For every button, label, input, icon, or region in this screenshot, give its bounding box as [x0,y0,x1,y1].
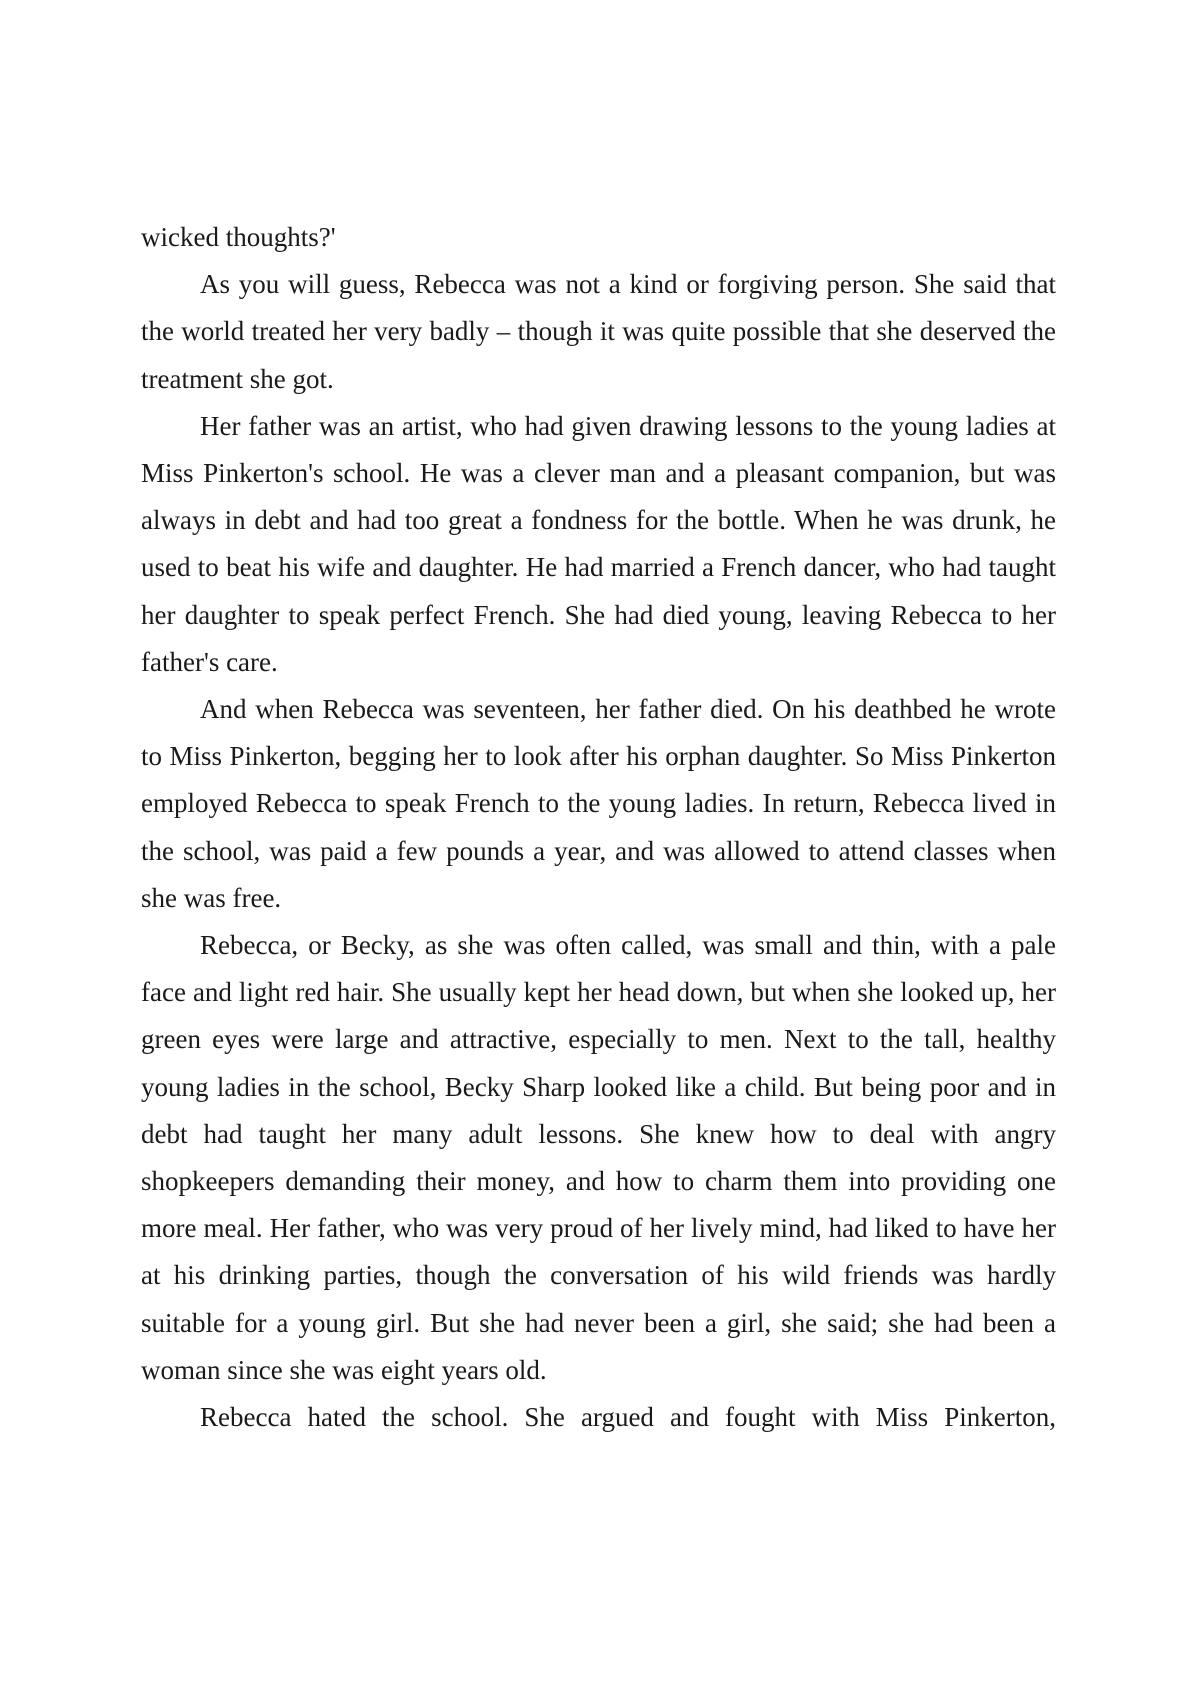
page-body [141,214,1056,1441]
paragraph-hated-school: Rebecca hated the school. She argued and fought with Miss Pinkerton, [200,1402,1056,1433]
paragraph-father-death: And when Rebecca was seventeen, her father died. On his deathbed he wrote to Miss Pinkerton, begging her to look after his orphan daughter. So Miss Pinkerton employed Rebecca to speak French to the young ladies. In return, Rebecca lived in the school, was paid a few pounds a year, and was allowed to attend classes when she was free. [141,694,1056,913]
paragraph-rebecca-character: As you will guess, Rebecca was not a kind or forgiving person. She said that the world treated her very badly – though it was quite possible that she deserved the treatment she got. [141,269,1056,394]
paragraph-continuation: wicked thoughts?' [141,222,336,252]
paragraph-becky-description: Rebecca, or Becky, as she was often called, was small and thin, with a pale face and light red hair. She usually kept her head down, but when she looked up, her green eyes were large and attractive, especially to men. Next to the tall, healthy young ladies in the school, Becky Sharp looked like a child. But being poor and in debt had taught her many adult lessons. She knew how to deal with angry shopkeepers demanding their money, and how to charm them into providing one more meal. Her father, who was very proud of her lively mind, had liked to have her at his drinking parties, though the conversation of his wild friends was hardly suitable for a young girl. But she had never been a girl, she said; she had been a woman since she was eight years old. [141,930,1056,1385]
paragraph-father-artist: Her father was an artist, who had given drawing lessons to the young ladies at Miss Pinkerton's school. He was a clever man and a pleasant companion, but was always in debt and had too great a fondness for the bottle. When he was drunk, he used to beat his wife and daughter. He had married a French dancer, who had taught her daughter to speak perfect French. She had died young, leaving Rebecca to her father's care. [141,410,1056,677]
